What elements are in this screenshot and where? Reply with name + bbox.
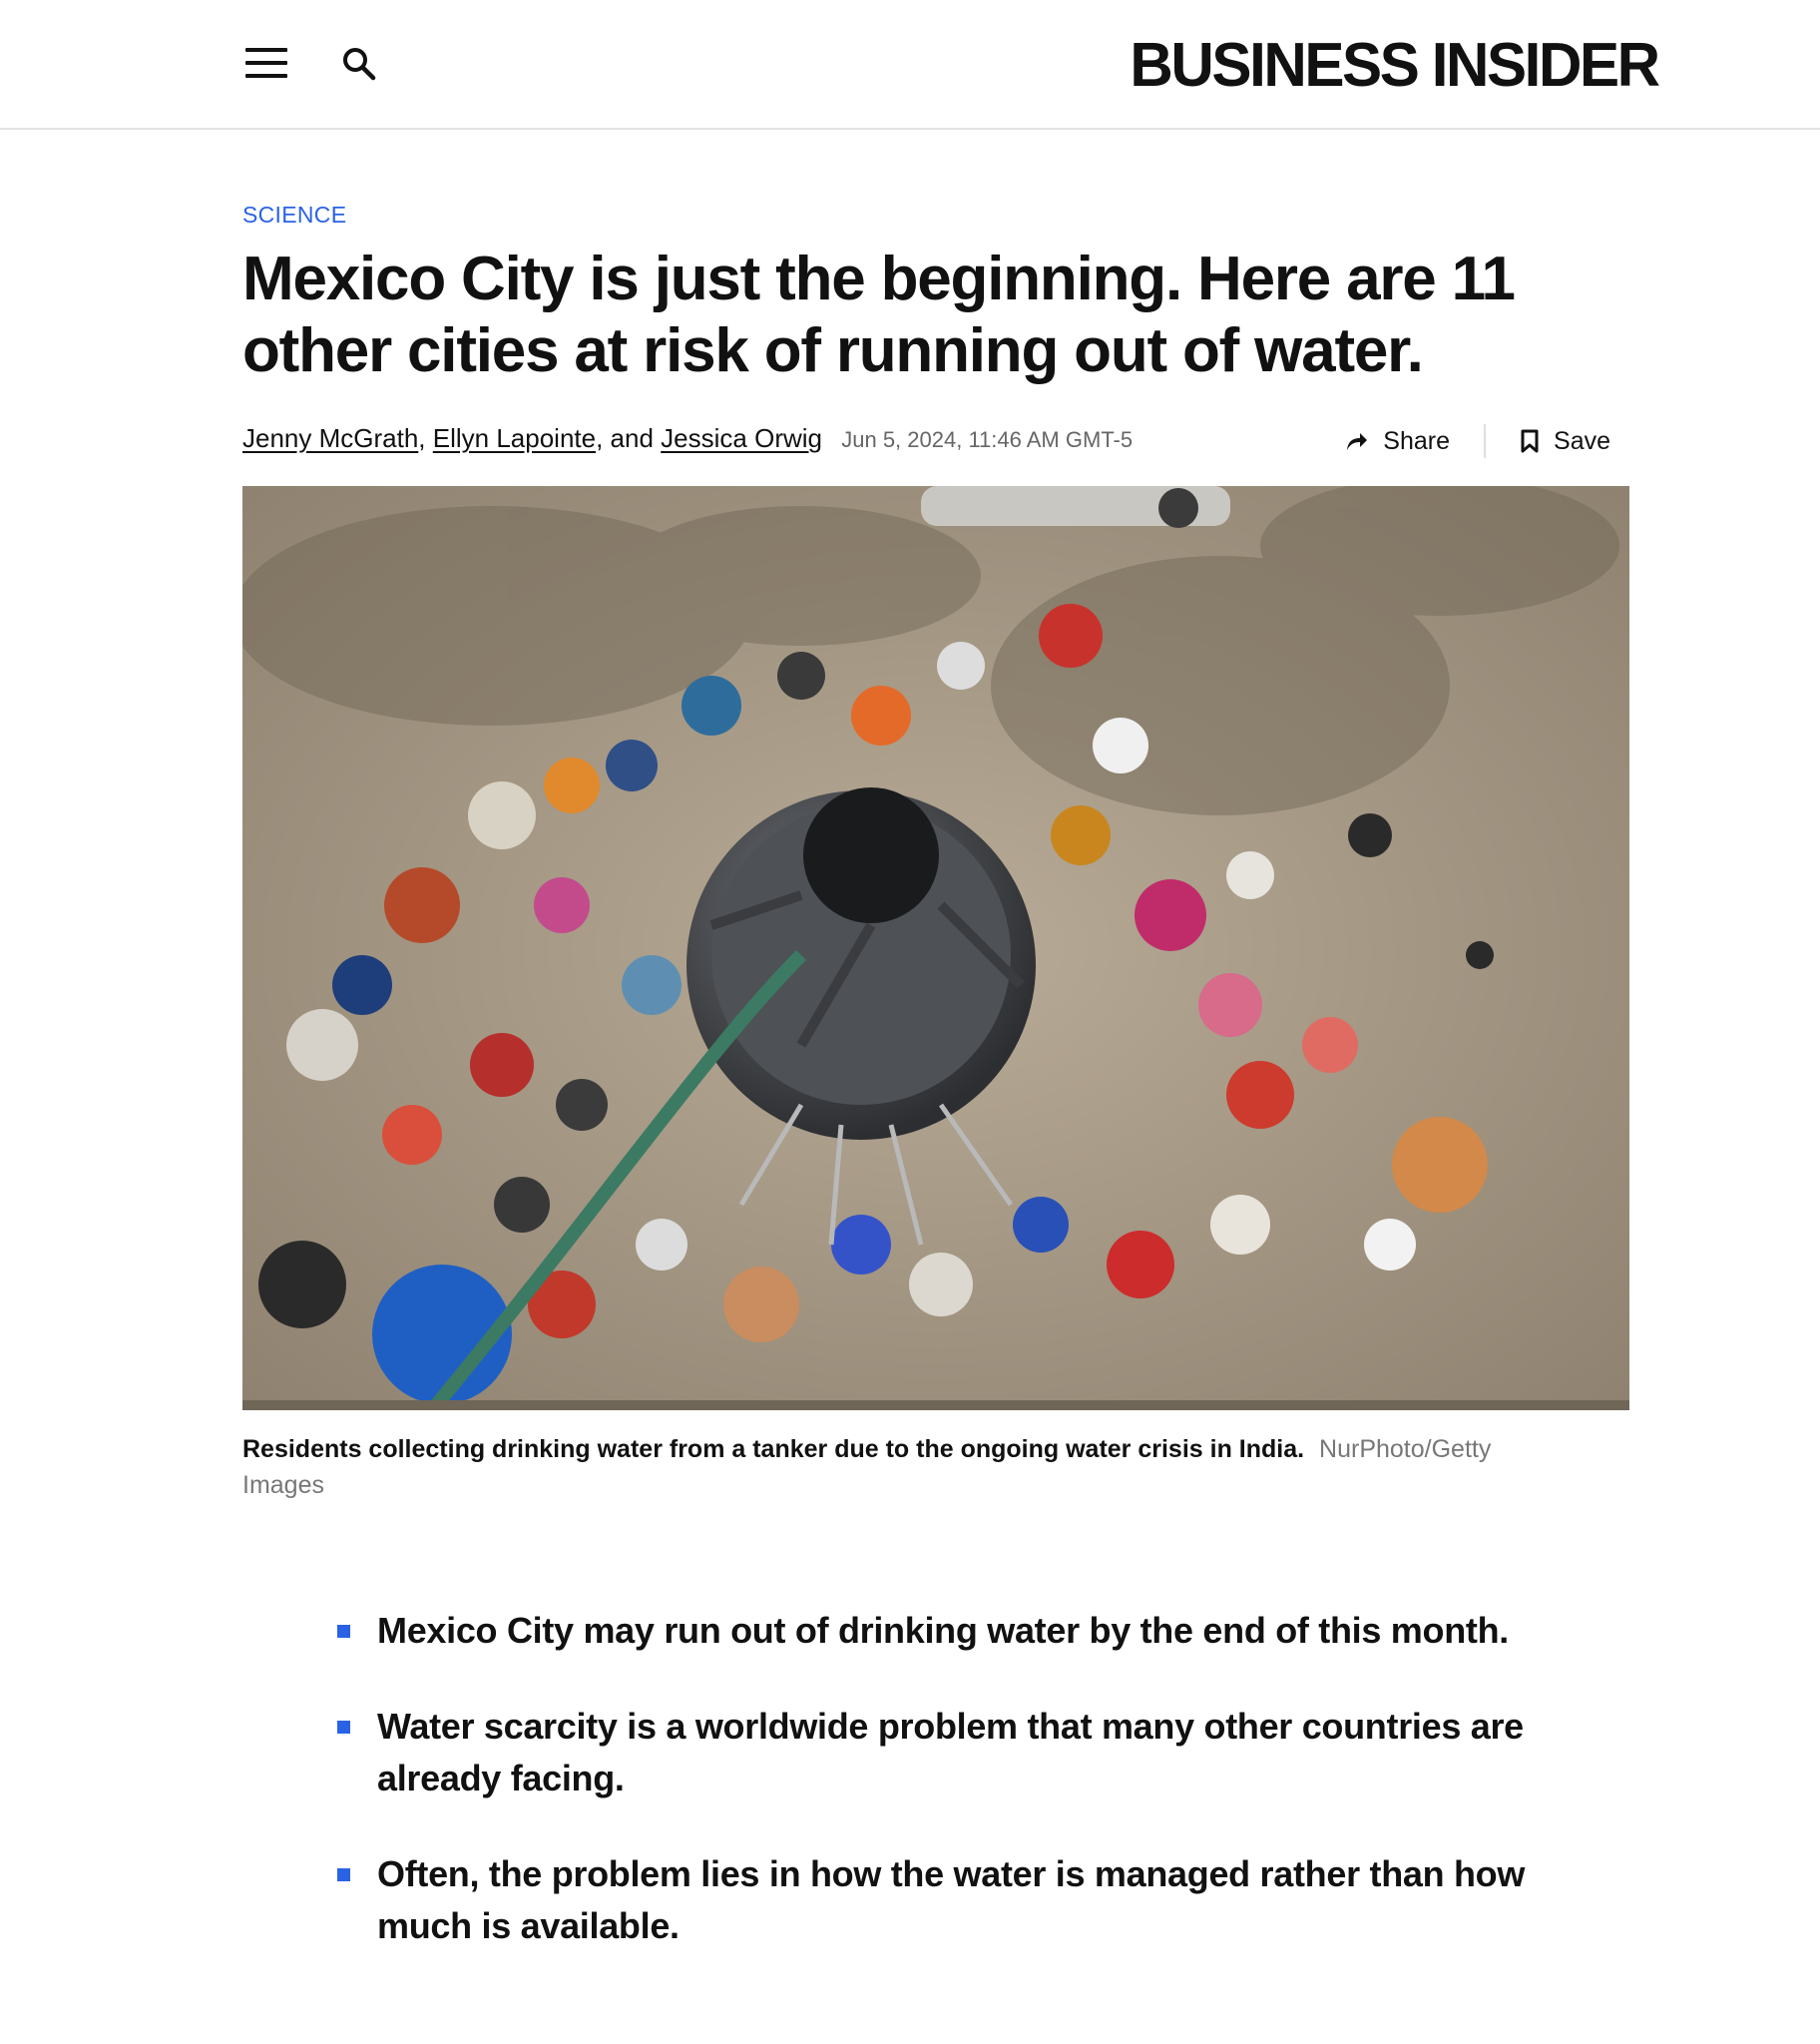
key-point — [337, 1848, 1535, 1952]
share-arrow-icon — [1345, 430, 1369, 452]
key-point-text: Mexico City may run out of drinking water by the end of this month. — [377, 1610, 1509, 1651]
caption-text: Residents collecting drinking water from a tanker due to the ongoing water crisis in India. — [242, 1435, 1305, 1463]
hero-photo — [242, 486, 1629, 1410]
menu-bar — [245, 74, 287, 78]
author-separator: , and — [596, 423, 654, 453]
share-label: Share — [1383, 426, 1451, 455]
bullet-square-icon — [337, 1868, 350, 1881]
article-headline: Mexico City is just the beginning. Here are 11 other cities at risk of running out of water. — [242, 245, 1515, 385]
article-actions — [1345, 421, 1610, 461]
bullet-square-icon — [337, 1625, 350, 1638]
key-point-text: Water scarcity is a worldwide problem that many other countries are already facing. — [377, 1706, 1524, 1798]
image-caption — [242, 1431, 1570, 1503]
hamburger-menu-icon[interactable] — [245, 48, 289, 78]
bullet-square-icon — [337, 1721, 350, 1734]
hero-image — [242, 486, 1629, 1410]
menu-bar — [245, 48, 287, 52]
key-point — [337, 1605, 1535, 1657]
photo-credit: NurPhoto/Getty Images — [242, 1435, 1492, 1499]
search-icon[interactable] — [341, 46, 377, 82]
save-button[interactable] — [1520, 427, 1610, 456]
key-point-text: Often, the problem lies in how the water is managed rather than how much is available. — [377, 1853, 1526, 1946]
category-link[interactable]: SCIENCE — [242, 202, 347, 228]
author-separator: , — [418, 423, 426, 453]
site-logo[interactable]: BUSINESS INSIDER — [1130, 31, 1658, 100]
author-link[interactable]: Jenny McGrath — [242, 423, 419, 453]
bookmark-icon — [1520, 429, 1540, 453]
byline — [242, 423, 1133, 454]
share-button[interactable] — [1345, 427, 1450, 456]
save-label: Save — [1554, 426, 1610, 455]
site-header — [0, 0, 1820, 130]
key-points-list — [337, 1605, 1535, 1996]
author-link[interactable]: Jessica Orwig — [661, 423, 822, 453]
action-divider — [1484, 424, 1486, 458]
menu-bar — [245, 61, 287, 65]
author-link[interactable]: Ellyn Lapointe — [432, 423, 597, 453]
publish-date: Jun 5, 2024, 11:46 AM GMT-5 — [841, 427, 1134, 452]
key-point — [337, 1701, 1535, 1804]
